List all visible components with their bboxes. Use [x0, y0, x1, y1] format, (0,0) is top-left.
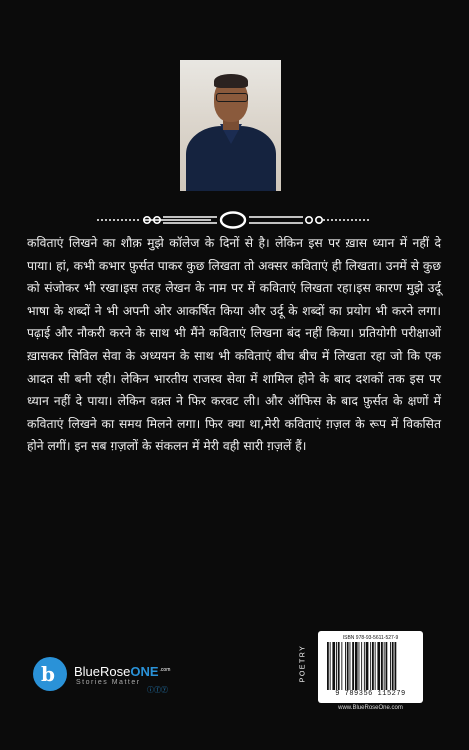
- barcode-bar: [384, 642, 385, 690]
- publisher-name: [74, 664, 170, 679]
- barcode-bar: [390, 642, 391, 690]
- publisher-tagline: Stories Matter: [76, 679, 141, 686]
- publisher-website: www.BlueRoseOne.com: [338, 705, 403, 711]
- publisher-name-accent: ONE: [130, 664, 159, 679]
- barcode-bar: [350, 642, 351, 690]
- barcode-bar: [375, 642, 376, 690]
- barcode-bar: [338, 642, 340, 690]
- barcode-bars: [327, 642, 417, 690]
- barcode-bar: [392, 642, 394, 690]
- barcode-bar: [330, 642, 331, 690]
- barcode-bar: [377, 642, 380, 690]
- author-glasses: [216, 93, 248, 102]
- barcode-bar: [355, 642, 358, 690]
- barcode-bar: [364, 642, 365, 690]
- publisher-name-main: BlueRose: [74, 664, 131, 679]
- author-photo: [180, 60, 281, 191]
- barcode-bar: [370, 642, 371, 690]
- barcode-bar: [352, 642, 354, 690]
- barcode: [318, 631, 423, 703]
- barcode-bar: [361, 642, 362, 690]
- barcode-bar: [386, 642, 388, 690]
- genre-text: POETRY: [299, 644, 307, 683]
- barcode-bar: [332, 642, 335, 690]
- publisher-logo-icon: b: [33, 657, 67, 691]
- barcode-bar: [347, 642, 349, 690]
- barcode-bar: [381, 642, 383, 690]
- publisher-name-suffix: .com: [159, 666, 171, 673]
- author-hair: [214, 74, 248, 88]
- barcode-bar: [327, 642, 329, 690]
- barcode-bar: [341, 642, 342, 690]
- ornamental-divider: [93, 208, 373, 232]
- barcode-bar: [336, 642, 337, 690]
- genre-label: [297, 640, 309, 692]
- book-description: कविताएं लिखने का शौक़ मुझे कॉलेज के दिनों से है। लेकिन इस पर ख़ास ध्यान में नहीं दे पाया। हां, कभी कभार फ़ुर्सत पाकर कुछ लिखता तो अक्सर कविताएं ही लिखता। उनमें से कुछ को संजोकर भी रखा।इस तरह लेखन के नाम पर में कविताएं लिखता रहा।इस कारण मुझे उर्दू भाषा के शब्दों ने भी अपनी ओर आकर्षित किया और उर्दू के शब्दों का प्रयोग भी करने लगा। पढ़ाई और नौकरी करने के साथ भी मैंने कविताएं लिखना बंद नहीं किया। प्रतियोगी परीक्षाओं ख़ासकर सिविल सेवा के अध्ययन के साथ भी कविताएं बीच बीच में लिखता रहा जो कि एक आदत सी बनी रही। लेकिन भारतीय राजस्व सेवा में शामिल होने के बाद दशकों तक इस पर ध्यान नहीं दे पाया। लेकिन वक़्त ने फिर करवट ली। और ऑफिस के बाद फ़ुर्सत के क्षणों में कविताएं लिखने का समय मिलने लगा। फिर क्या था,मेरी कविताएं ग़ज़ल के रूप में विकसित होने लगीं। इन सब ग़ज़लों के संकलन में मेरी वही सारी ग़ज़लें हैं।: [27, 236, 441, 454]
- barcode-bar: [395, 642, 397, 690]
- barcode-bar: [359, 642, 360, 690]
- social-icons: ⓘⓕⓨ: [147, 686, 168, 694]
- ean-digits: 9 789356 115279: [335, 690, 406, 698]
- barcode-bar: [372, 642, 374, 690]
- barcode-bar: [345, 642, 346, 690]
- isbn-label: ISBN 978-93-5611-527-9: [342, 635, 399, 641]
- barcode-bar: [366, 642, 369, 690]
